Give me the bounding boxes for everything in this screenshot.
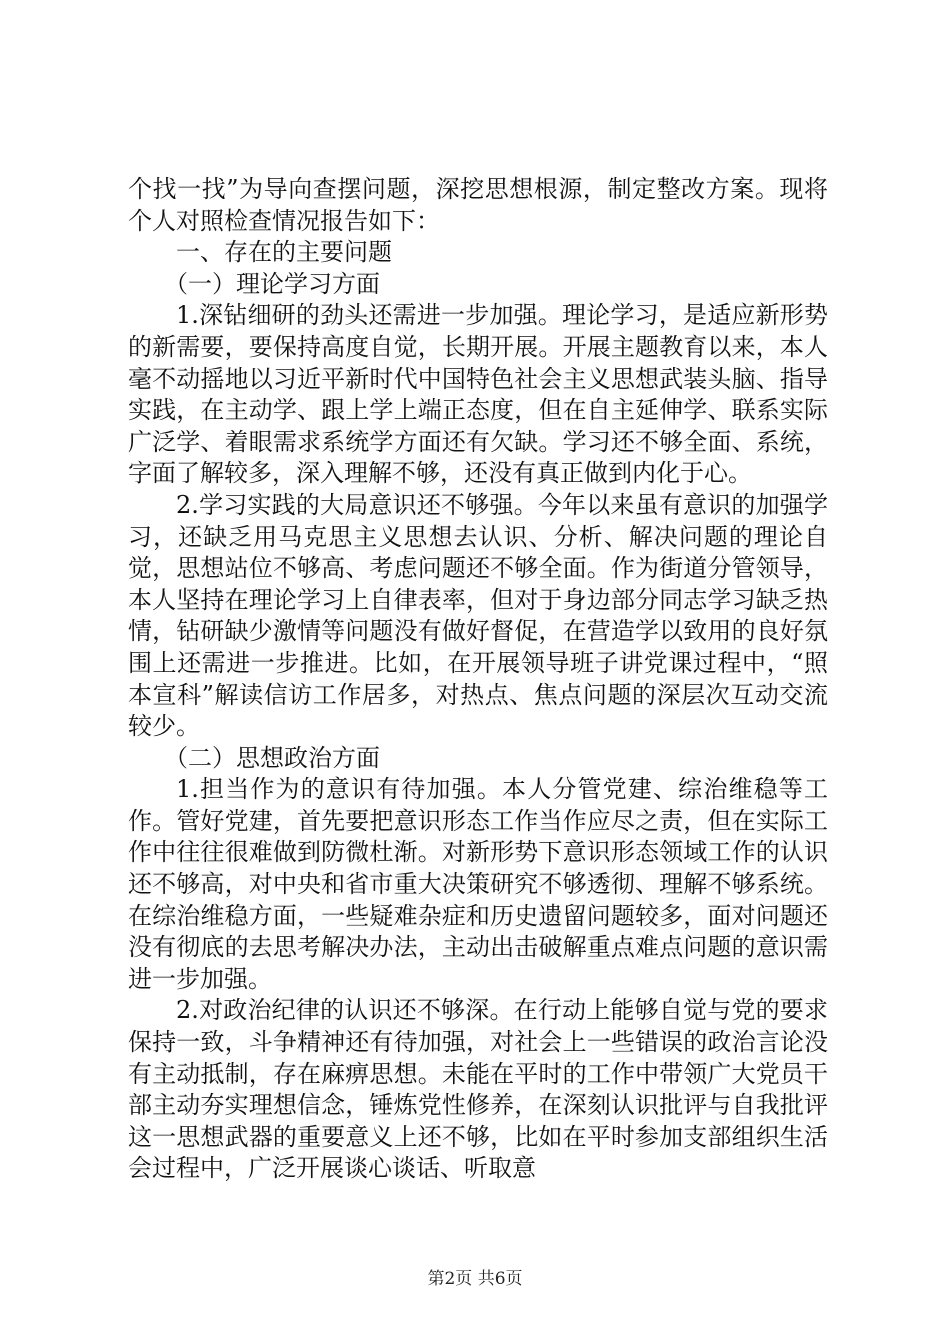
sub-section-heading-politics: （二）思想政治方面	[164, 743, 380, 772]
paragraph-body: 1.深钻细研的劲头还需进一步加强。理论学习，是适应新形势的新需要，要保持高度自觉，长期开展。开展主题教育以来，本人毫不动摇地以习近平新时代中国特色社会主义思想武装头脑、指导实践，在主动学、跟上学上端正态度，但在自主延伸学、联系实际广泛学、着眼需求系统学方面还有欠缺。学习还不够全面、系统，字面了解较多，深入理解不够，还没有真正做到内化于心。	[128, 301, 828, 488]
document-body	[128, 174, 828, 1185]
paragraph-body: 2.对政治纪律的认识还不够深。在行动上能够自觉与党的要求保持一致，斗争精神还有待加强，对社会上一些错误的政治言论没有主动抵制，存在麻痹思想。未能在平时的工作中带领广大党员干部主动夯实理想信念，锤炼党性修养，在深刻认识批评与自我批评这一思想武器的重要意义上还不够，比如在平时参加支部组织生活会过程中，广泛开展谈心谈话、听取意	[128, 996, 828, 1183]
paragraph-body: 2.学习实践的大局意识还不够强。今年以来虽有意识的加强学习，还缺乏用马克思主义思想去认识、分析、解决问题的理论自觉，思想站位不够高、考虑问题还不够全面。作为街道分管领导，本人坚持在理论学习上自律表率，但对于身边部分同志学习缺乏热情，钻研缺少激情等问题没有做好督促，在营造学以致用的良好氛围上还需进一步推进。比如，在开展领导班子讲党课过程中，“照本宣科”解读信访工作居多，对热点、焦点问题的深层次互动交流较少。	[128, 490, 828, 741]
page-footer: 第2页 共6页	[427, 1269, 523, 1289]
paragraph-continuation: 个找一找”为导向查摆问题，深挖思想根源，制定整改方案。现将个人对照检查情况报告如下：	[128, 175, 828, 235]
section-heading: 一、存在的主要问题	[176, 238, 392, 267]
paragraph-body: 1.担当作为的意识有待加强。本人分管党建、综治维稳等工作。管好党建，首先要把意识形态工作当作应尽之责，但在实际工作中往往很难做到防微杜渐。对新形势下意识形态领域工作的认识还不够高，对中央和省市重大决策研究不够透彻、理解不够系统。在综治维稳方面，一些疑难杂症和历史遗留问题较多，面对问题还没有彻底的去思考解决办法，主动出击破解重点难点问题的意识需进一步加强。	[128, 775, 828, 993]
sub-section-heading-theory: （一）理论学习方面	[164, 269, 380, 298]
